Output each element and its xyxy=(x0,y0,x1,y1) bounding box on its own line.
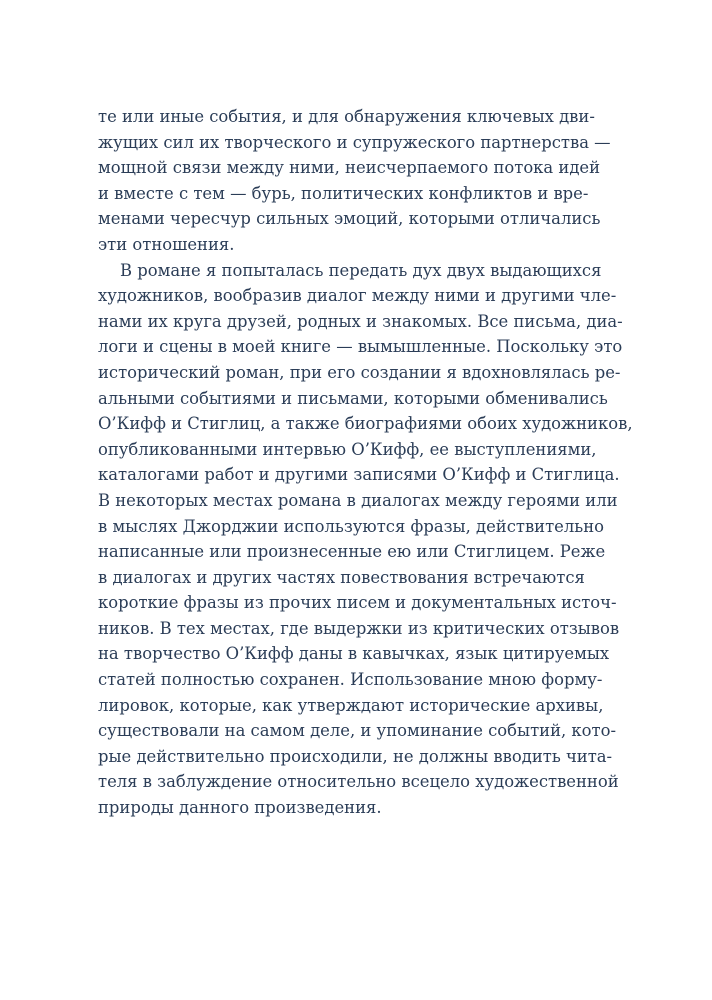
text-line: художников, вообразив диалог между ними и другими чле- xyxy=(98,286,617,306)
text-line: эти отношения. xyxy=(98,234,235,254)
text-line: жущих сил их творческого и супружеского партнерства — xyxy=(98,132,611,152)
text-line: опубликованными интервью О’Кифф, ее выступлениями, xyxy=(98,439,597,459)
text-line: каталогами работ и другими записями О’Кифф и Стиглица. xyxy=(98,465,620,485)
text-line: в мыслях Джорджии используются фразы, действительно xyxy=(98,516,605,536)
text-line: менами чересчур сильных эмоций, которыми отличались xyxy=(98,209,601,229)
text-line: мощной связи между ними, неисчерпаемого потока идей xyxy=(98,158,601,178)
text-line: и вместе с тем — бурь, политических конфликтов и вре- xyxy=(98,183,589,203)
text-line: на творчество О’Кифф даны в кавычках, язык цитируемых xyxy=(98,644,610,664)
text-line: исторический роман, при его создании я вдохновлялась ре- xyxy=(98,362,621,382)
text-line: О’Кифф и Стиглиц, а также биографиями обоих художников, xyxy=(98,414,633,434)
text-line: короткие фразы из прочих писем и документальных источ- xyxy=(98,593,617,613)
text-line: природы данного произведения. xyxy=(98,798,382,818)
text-line: логи и сцены в моей книге — вымышленные. Поскольку это xyxy=(98,337,623,357)
text-line: ников. В тех местах, где выдержки из критических отзывов xyxy=(98,618,620,638)
text-line: нами их круга друзей, родных и знакомых. Все письма, диа- xyxy=(98,311,623,331)
text-line: альными событиями и письмами, которыми обменивались xyxy=(98,388,608,408)
paragraph-novel-sources xyxy=(98,258,633,821)
text-line: рые действительно происходили, не должны вводить чита- xyxy=(98,746,613,766)
text-line: написанные или произнесенные ею или Стиглицем. Реже xyxy=(98,542,606,562)
paragraph-continuation xyxy=(98,104,611,258)
text-line: статей полностью сохранен. Использование мною форму- xyxy=(98,670,603,690)
text-line: В некоторых местах романа в диалогах между героями или xyxy=(98,490,618,510)
text-line: лировок, которые, как утверждают исторические архивы, xyxy=(98,695,604,715)
text-line: в диалогах и других частях повествования встречаются xyxy=(98,567,585,587)
text-line: теля в заблуждение относительно всецело художественной xyxy=(98,772,619,792)
text-line: существовали на самом деле, и упоминание событий, кото- xyxy=(98,721,616,741)
body-text xyxy=(98,104,633,821)
text-line: те или иные события, и для обнаружения ключевых дви- xyxy=(98,107,595,126)
text-line: В романе я попыталась передать дух двух выдающихся xyxy=(120,260,602,280)
